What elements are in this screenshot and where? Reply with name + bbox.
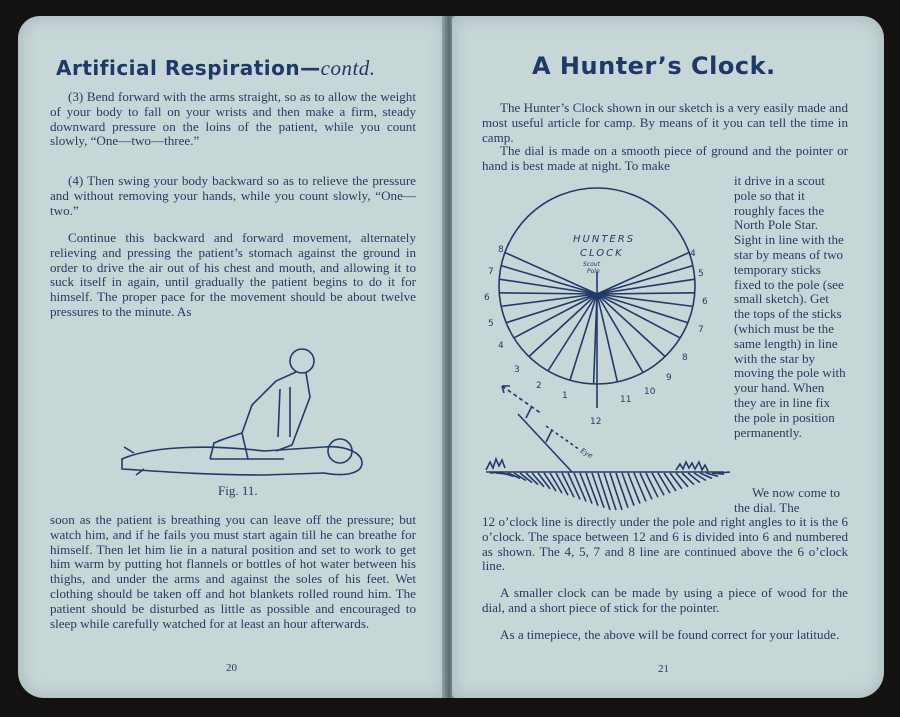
page-number: 20 — [226, 662, 237, 674]
left-page — [18, 16, 446, 698]
diagram-title-line2: CLOCK — [580, 248, 624, 259]
dial-line — [597, 266, 693, 294]
hatch-line — [592, 473, 604, 508]
paragraph-dial-come: We now come to the dial. The — [734, 485, 841, 515]
hatch-line — [670, 473, 682, 489]
paragraph-recovery: soon as the patient is breathing you can leave off the pressure; but watch him, and if he fails you must start again till he can breathe for himself. Then let him lie in a natural position and set to work to get him warm by putting hot flannels or bottles of hot water between his thighs, and under the arms and against the soles of his feet. Wet clothing should be taken off and hot blankets rolled round him. The patient should be disturbed as little as possible and encouraged to sleep while carefully watched for at least an hour afterwards. — [50, 512, 416, 631]
hatch-line — [658, 473, 670, 493]
eye-line — [546, 426, 580, 450]
dial-line — [597, 294, 617, 382]
dial-line — [501, 294, 597, 306]
clock-number-3: 3 — [514, 365, 520, 375]
clock-number-5-right: 5 — [698, 269, 704, 279]
right-page — [452, 16, 884, 698]
paragraph-step-4: (4) Then swing your body backward so as to relieve the pressure and without removing your hands, while you count slowly, “One—two.” — [50, 173, 416, 218]
paragraph-intro: The Hunter’s Clock shown in our sketch is a very easily made and most useful article for camp. By means of it you can tell the time in camp. — [482, 100, 848, 145]
figure-caption: Fig. 11. — [218, 483, 258, 498]
patient-body — [122, 447, 362, 475]
heading-suffix: contd. — [320, 56, 376, 80]
hatch-line — [586, 473, 598, 506]
hatch-line — [610, 473, 622, 510]
hatch-line — [574, 473, 586, 502]
clock-number-6-right: 6 — [702, 297, 708, 307]
clock-number-7-right: 7 — [698, 325, 704, 335]
scout-label: Scout — [583, 261, 600, 268]
clock-number-4-left: 4 — [498, 341, 504, 351]
hatch-line — [676, 473, 688, 487]
sighting-pole — [518, 414, 572, 472]
clock-number-9: 9 — [666, 373, 672, 383]
page-number: 21 — [658, 663, 669, 675]
paragraph-step-3: (3) Bend forward with the arms straight, so as to allow the weight of your body to fall on your wrists and then make a firm, steady downward pressure on the loins of the patient, while you count slowly, “One—two—three.” — [50, 89, 416, 149]
dial-line — [501, 266, 597, 294]
heading-text: Artificial Respiration— — [56, 56, 321, 80]
clock-number-10: 10 — [644, 387, 656, 397]
eye-label: Eye — [579, 446, 595, 461]
dial-line — [499, 293, 597, 294]
paragraph-timepiece: As a timepiece, the above will be found correct for your latitude. — [500, 627, 840, 642]
clock-number-6-left: 6 — [484, 293, 490, 303]
paragraph-continue: Continue this backward and forward movement, alternately relieving and pressing the patient’s stomach against the ground in order to drive the air out of his chest and mouth, and allowing it to suck itself in again, until gradually the patient begins to do it for himself. The proper pace for the movement should be about twelve pressures to the minute. As — [50, 230, 416, 319]
clock-number-8-right: 8 — [682, 353, 688, 363]
ground-hatching — [490, 472, 730, 510]
hatch-line — [598, 473, 610, 510]
hunters-clock-diagram — [480, 176, 730, 506]
hatch-line — [616, 473, 628, 508]
grass-tufts — [486, 459, 708, 471]
clock-number-8-left: 8 — [498, 245, 504, 255]
diagram-title-line1: HUNTERS — [573, 234, 636, 245]
paragraph-pole: it drive in a scout pole so that it roughly faces the North Pole Star. Sight in line with the star by means of two temporary sticks fixed to the pole (see small sketch). Get the tops of the sticks (which must be the same length) in line with the star by moving the pole with your hand. When they are in line fix the pole in position permanently. — [734, 173, 846, 440]
hatch-line — [646, 473, 658, 497]
clock-number-11: 11 — [620, 395, 632, 405]
rescuer-head — [290, 349, 314, 373]
clock-number-4-right: 4 — [690, 249, 696, 259]
dial-line — [597, 293, 695, 294]
clock-number-5-left: 5 — [488, 319, 494, 329]
hatch-line — [604, 473, 616, 510]
hatch-line — [652, 473, 664, 495]
hatch-line — [718, 472, 730, 473]
clock-number-1: 1 — [562, 391, 568, 401]
figure-illustration — [114, 341, 374, 481]
hatch-line — [634, 473, 646, 502]
paragraph-smaller-clock: A smaller clock can be made by using a piece of wood for the dial, and a short piece of stick for the pointer. — [482, 585, 848, 615]
hatch-line — [580, 473, 592, 504]
dial-line — [597, 294, 693, 306]
paragraph-dial-start: The dial is made on a smooth piece of ground and the pointer or hand is best made at night. To make — [482, 143, 848, 173]
hatch-line — [568, 473, 580, 499]
page-heading — [56, 56, 376, 81]
rescuer-arms — [278, 387, 290, 437]
rescuer-back — [276, 373, 310, 451]
pole-label: Pole — [587, 268, 600, 275]
page-heading: A Hunter’s Clock. — [532, 52, 776, 80]
clock-number-7-left: 7 — [488, 267, 494, 277]
hatch-line — [664, 473, 676, 491]
clock-number-2: 2 — [536, 381, 542, 391]
patient-feet — [124, 447, 144, 475]
patient-head — [328, 439, 352, 463]
hatch-line — [622, 473, 634, 506]
hatch-line — [640, 473, 652, 499]
paragraph-twelve-oclock: 12 o’clock line is directly under the pole and right angles to it is the 6 o’clock. The space between 12 and 6 is divided into 6 and numbered as shown. The 4, 5, 7 and 8 line are continued above the 6 o’clock line. — [482, 514, 848, 574]
clock-number-12: 12 — [590, 417, 602, 427]
hatch-line — [628, 473, 640, 504]
